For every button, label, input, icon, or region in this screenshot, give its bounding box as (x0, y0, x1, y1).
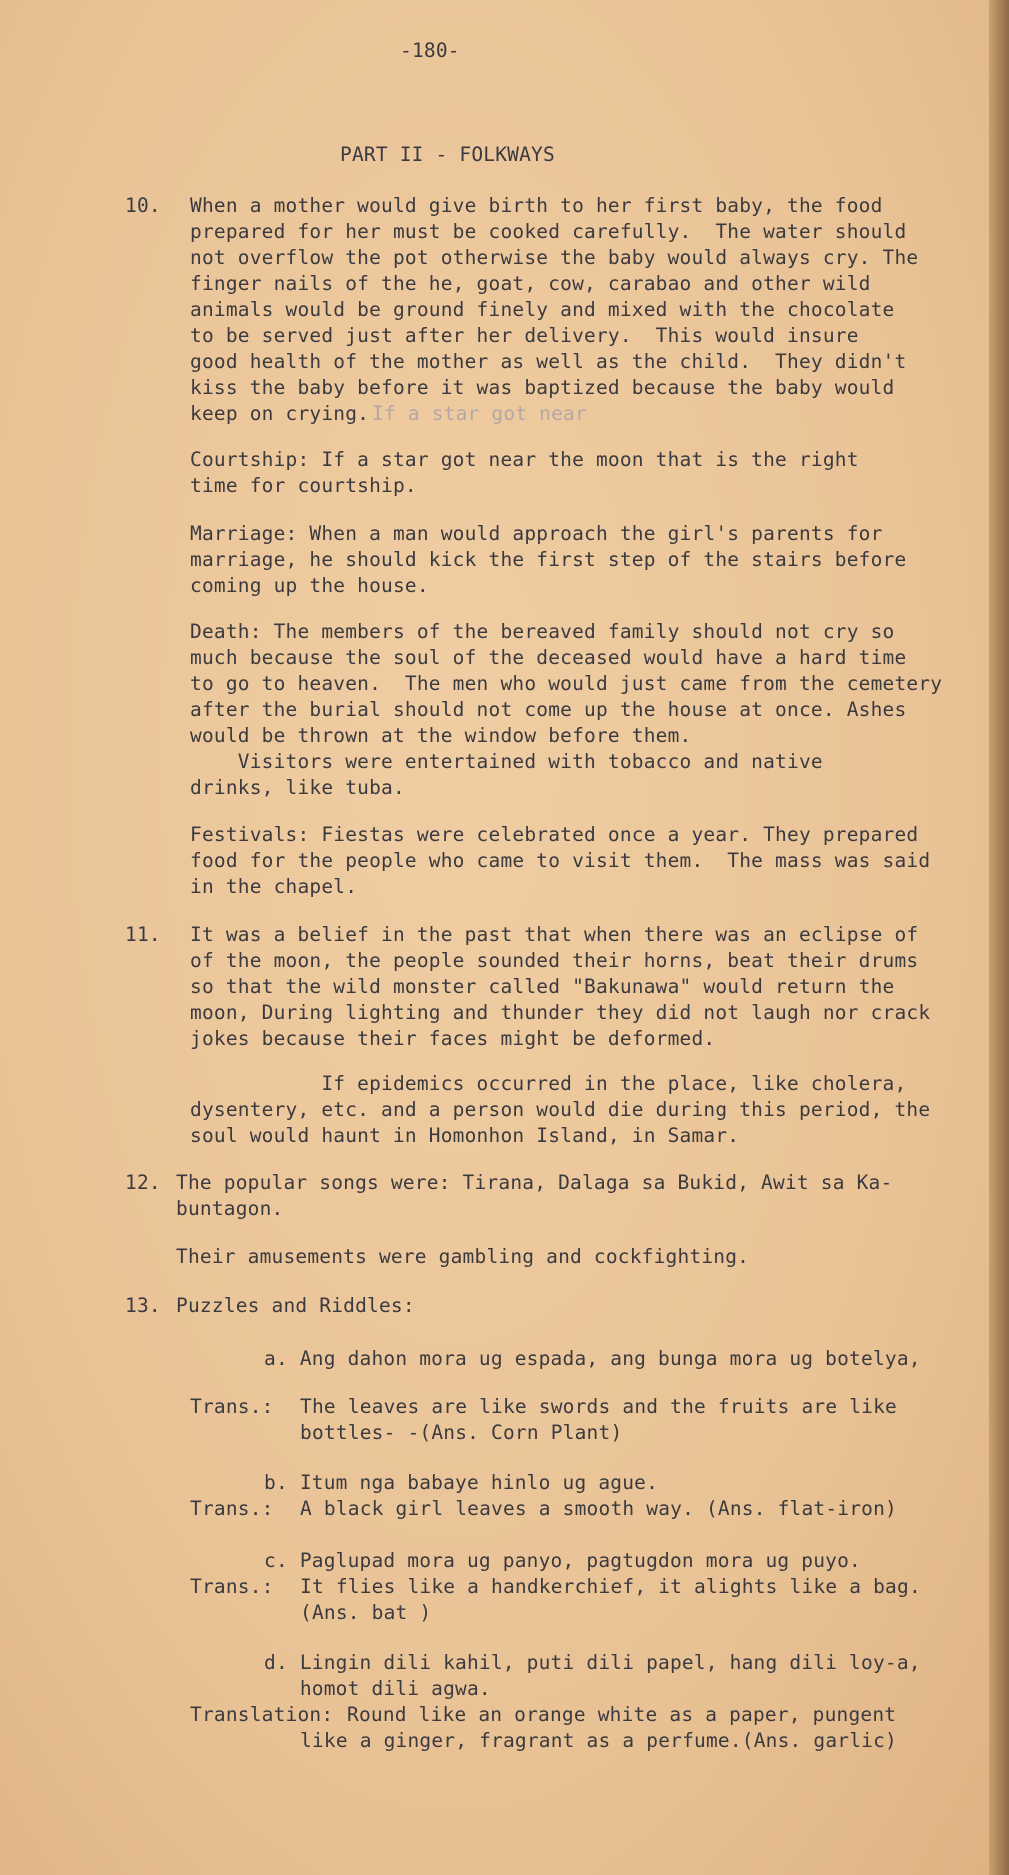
text-line: time for courtship. (190, 474, 417, 497)
text-line: in the chapel. (190, 875, 358, 898)
text-line: It was a belief in the past that when there was an eclipse of (190, 923, 919, 946)
text-line: so that the wild monster called "Bakunawa" would return the (190, 975, 895, 998)
text-line: prepared for her must be cooked carefully. The water should (190, 220, 907, 243)
trans-line: (Ans. bat ) (300, 1601, 432, 1624)
trans-label: Translation: (190, 1703, 334, 1726)
text-line: to go to heaven. The men who would just came from the cemetery (190, 672, 943, 695)
item-11-number: 11. (125, 923, 161, 946)
riddle-text: a. Ang dahon mora ug espada, ang bunga mora ug botelya, (264, 1347, 921, 1370)
riddles-title: Puzzles and Riddles: (176, 1294, 415, 1317)
text-line: animals would be ground finely and mixed with the chocolate (190, 298, 895, 321)
text-line: The popular songs were: Tirana, Dalaga sa Bukid, Awit sa Ka- (176, 1171, 893, 1194)
text-line: Visitors were entertained with tobacco and native (190, 750, 823, 773)
riddle-text: c. Paglupad mora ug panyo, pagtugdon mora ug puyo. (264, 1549, 861, 1572)
trans-line: A black girl leaves a smooth way. (Ans. flat-iron) (300, 1497, 897, 1520)
item-10-number: 10. (125, 194, 161, 217)
text-line: Festivals: Fiestas were celebrated once a year. They prepared (190, 823, 919, 846)
trans-label: Trans.: (190, 1395, 274, 1418)
riddle-text: b. Itum nga babaye hinlo ug ague. (264, 1471, 659, 1494)
text-line: jokes because their faces might be deformed. (190, 1027, 716, 1050)
text-line: Death: The members of the bereaved family should not cry so (190, 620, 895, 643)
text-line: If epidemics occurred in the place, like cholera, (190, 1072, 907, 1095)
text-line: Marriage: When a man would approach the girl's parents for (190, 522, 883, 545)
text-line: good health of the mother as well as the child. They didn't (190, 350, 907, 373)
text-line: Courtship: If a star got near the moon that is the right (190, 448, 859, 471)
item-13-number: 13. (125, 1294, 161, 1317)
faint-struck-text: If a star got near (372, 402, 587, 425)
text-line: keep on crying. (190, 402, 370, 425)
text-line: soul would haunt in Homonhon Island, in Samar. (190, 1124, 740, 1147)
text-line: When a mother would give birth to her first baby, the food (190, 194, 883, 217)
text-line: much because the soul of the deceased would have a hard time (190, 646, 907, 669)
text-line: Their amusements were gambling and cockfighting. (176, 1245, 750, 1268)
text-line: after the burial should not come up the house at once. Ashes (190, 698, 907, 721)
trans-line: Round like an orange white as a paper, pungent (347, 1703, 897, 1726)
text-line: to be served just after her delivery. This would insure (190, 324, 859, 347)
section-heading: PART II - FOLKWAYS (340, 143, 555, 166)
page-binding-edge (989, 0, 1009, 1875)
text-line: moon, During lighting and thunder they did not laugh nor crack (190, 1001, 931, 1024)
trans-line: like a ginger, fragrant as a perfume.(Ans. garlic) (300, 1729, 897, 1752)
text-line: buntagon. (176, 1197, 284, 1220)
text-line: of the moon, the people sounded their horns, beat their drums (190, 949, 919, 972)
trans-line: The leaves are like swords and the fruits are like (300, 1395, 897, 1418)
text-line: would be thrown at the window before them. (190, 724, 692, 747)
text-line: marriage, he should kick the first step of the stairs before (190, 548, 907, 571)
text-line: not overflow the pot otherwise the baby would always cry. The (190, 246, 919, 269)
text-line: drinks, like tuba. (190, 776, 405, 799)
text-line: food for the people who came to visit them. The mass was said (190, 849, 931, 872)
item-12-number: 12. (125, 1171, 161, 1194)
page-number: -180- (400, 39, 460, 62)
trans-label: Trans.: (190, 1575, 274, 1598)
trans-line: bottles- -(Ans. Corn Plant) (300, 1421, 623, 1444)
text-line: coming up the house. (190, 574, 429, 597)
riddle-text: d. Lingin dili kahil, puti dili papel, hang dili loy-a, (264, 1651, 921, 1674)
text-line: kiss the baby before it was baptized because the baby would (190, 376, 895, 399)
text-line: finger nails of the he, goat, cow, carabao and other wild (190, 272, 871, 295)
trans-line: It flies like a handkerchief, it alights like a bag. (300, 1575, 921, 1598)
text-line: dysentery, etc. and a person would die during this period, the (190, 1098, 931, 1121)
trans-label: Trans.: (190, 1497, 274, 1520)
riddle-text: homot dili agwa. (264, 1677, 491, 1700)
